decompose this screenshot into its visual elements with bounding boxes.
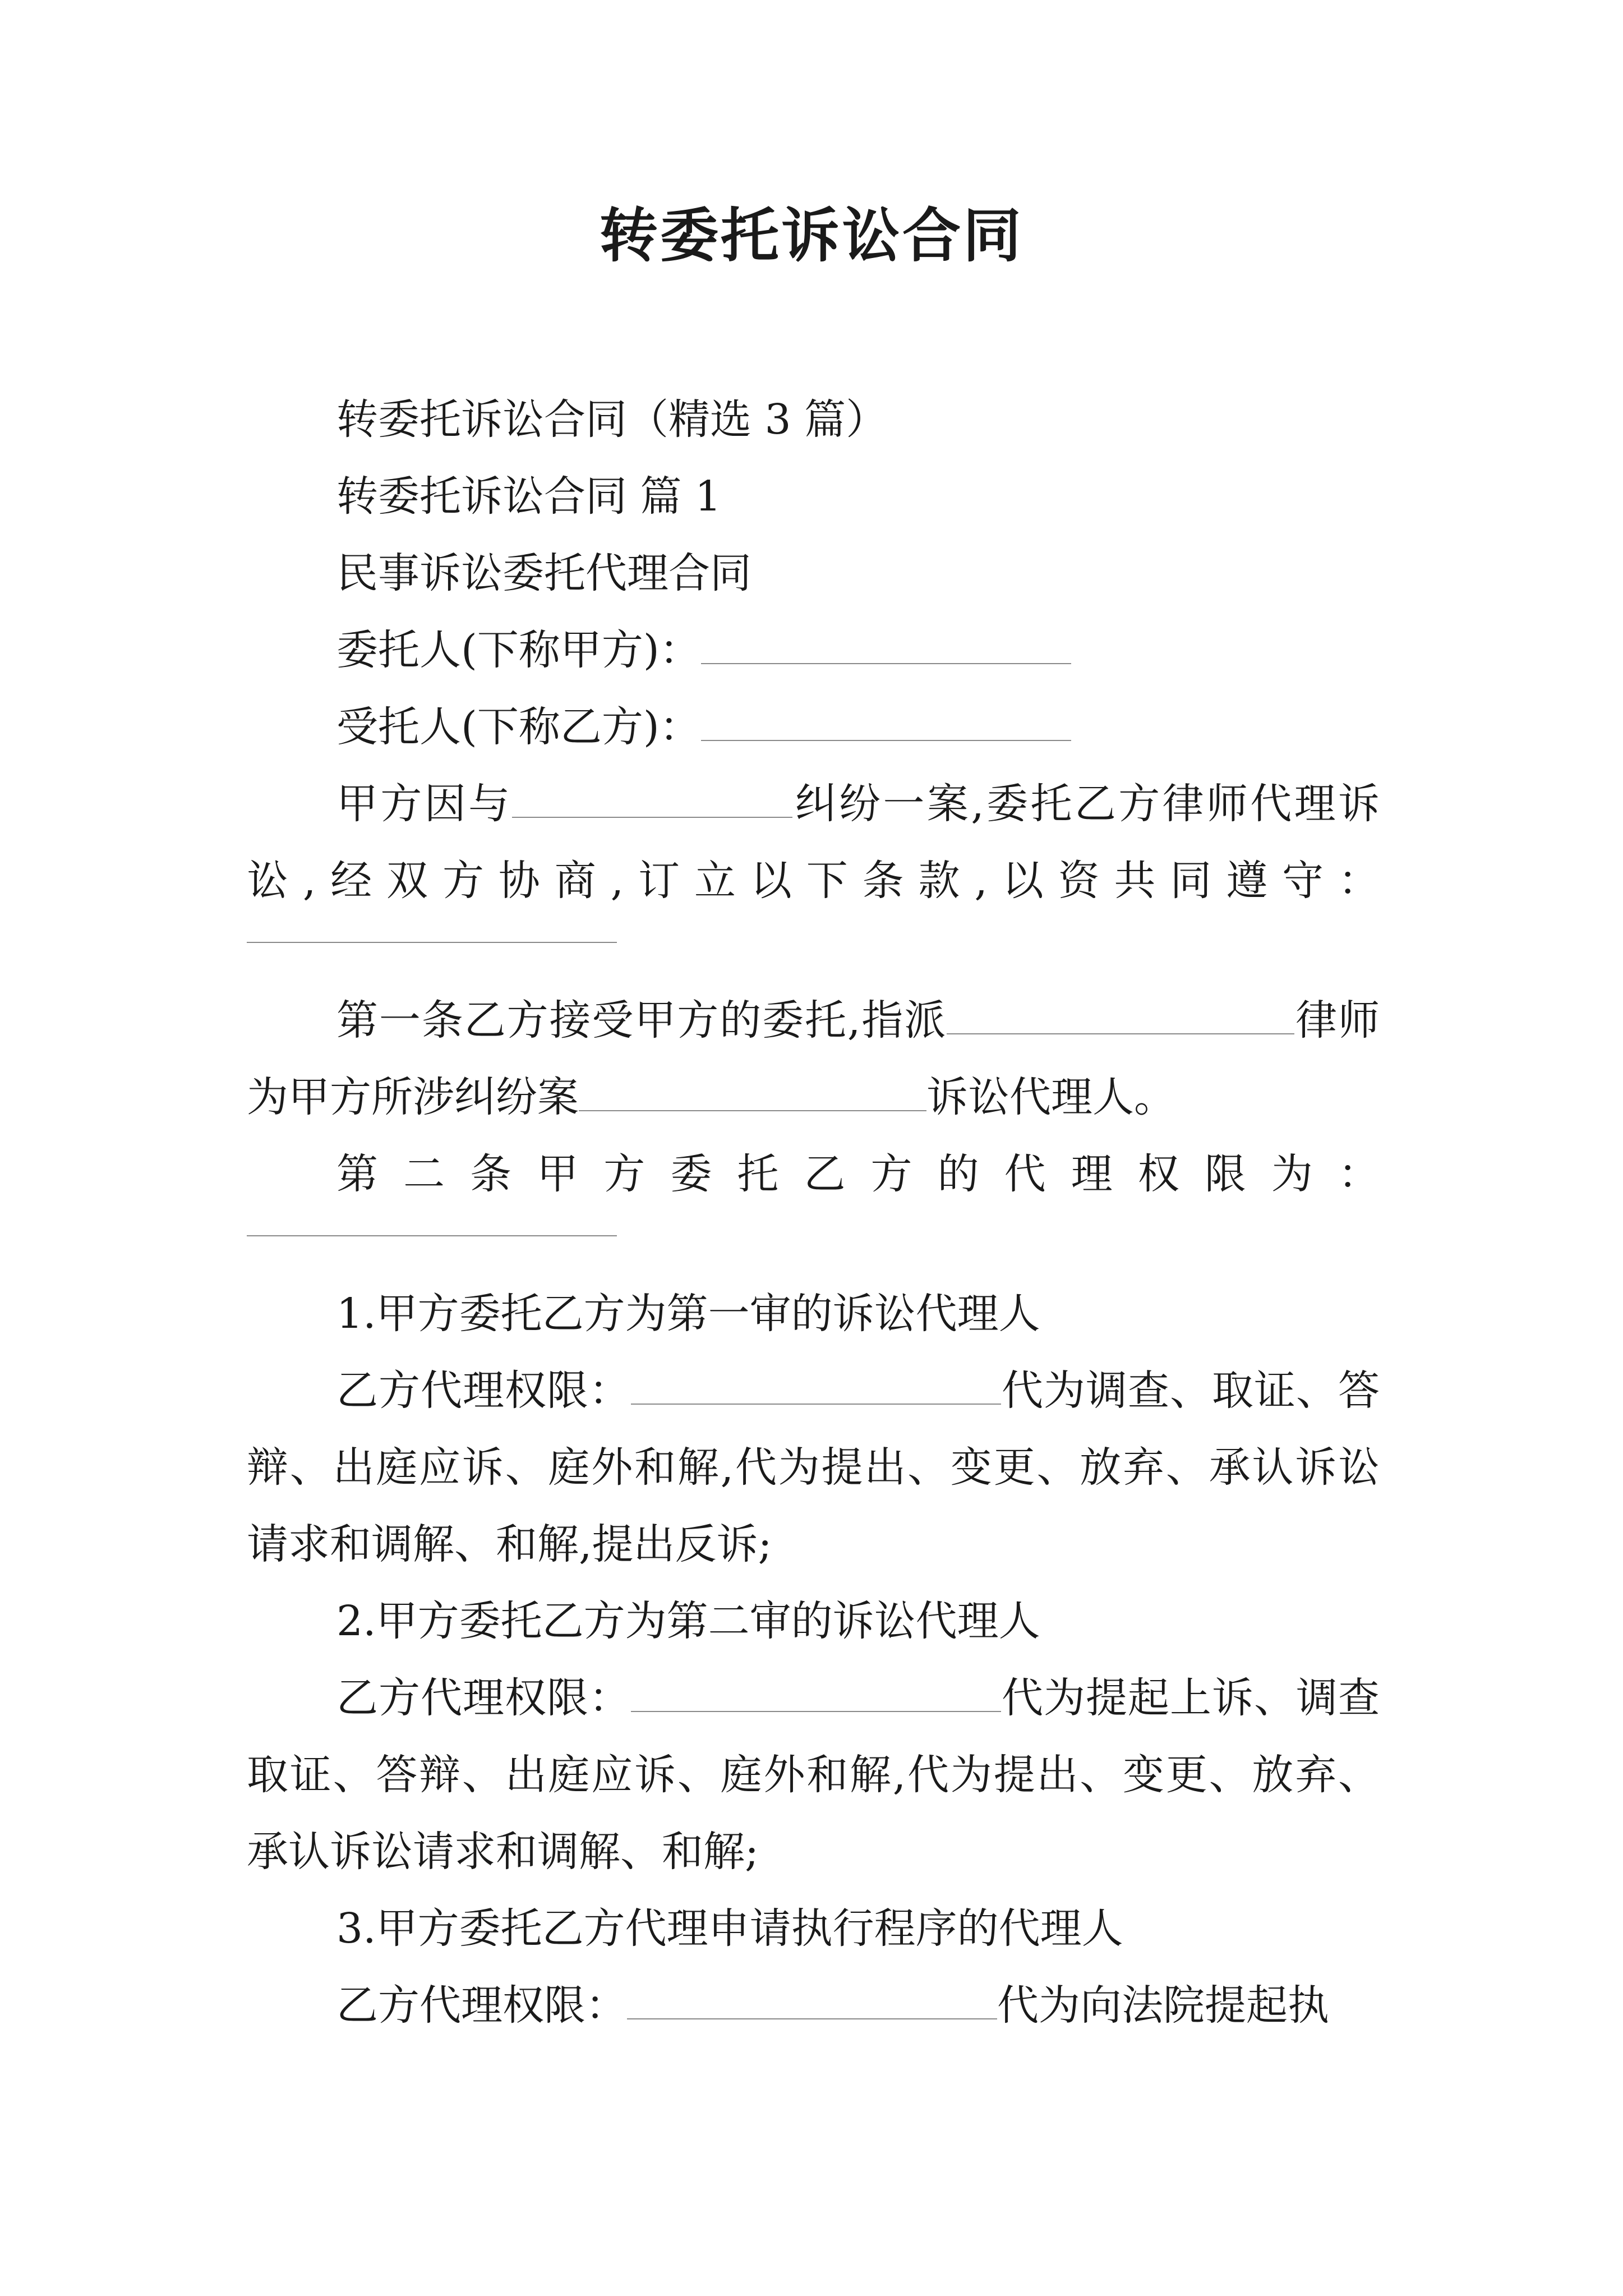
item-1-authority xyxy=(247,1352,1380,1583)
item-1-blank xyxy=(631,1364,1001,1405)
item-2-blank xyxy=(631,1672,1001,1712)
item-2-heading xyxy=(247,1583,1380,1660)
item-1-label: 乙方代理权限： xyxy=(336,1366,631,1415)
party-a-blank xyxy=(701,624,1071,664)
party-b-blank xyxy=(701,701,1071,741)
article-2-trailing-blank xyxy=(247,1235,617,1236)
item-3-heading-text: 3.甲方委托乙方代理申请执行程序的代理人 xyxy=(336,1904,1123,1953)
item-1-text: 代为调查、取证、答辩、出庭应诉、庭外和解,代为提出、变更、放弃、承认诉讼请求和调解、和解,提出反诉; xyxy=(247,1366,1380,1568)
preamble-text-1: 甲方因与 xyxy=(336,780,513,828)
preamble-trailing-blank xyxy=(247,942,617,943)
item-2-text: 代为提起上诉、调查取证、答辩、出庭应诉、庭外和解,代为提出、变更、放弃、承认诉讼请求和调解、和解; xyxy=(247,1674,1380,1876)
item-3-text: 代为向法院提起执 xyxy=(997,1981,1329,2030)
party-b-label: 受托人(下称乙方)： xyxy=(336,703,701,751)
part-heading-text: 转委托诉讼合同 篇 1 xyxy=(336,472,722,521)
article-2-text: 第二条甲方委托乙方的代理权限为： xyxy=(336,1150,1380,1198)
collection-heading-text: 转委托诉讼合同（精选 3 篇） xyxy=(336,395,888,444)
party-b-line xyxy=(247,689,1380,766)
preamble-text-2: 纠纷一案,委托乙方律师代理诉讼,经双方协商,订立以下条款,以资共同遵守： xyxy=(247,780,1380,905)
collection-heading xyxy=(247,381,1380,458)
item-2-label: 乙方代理权限： xyxy=(336,1674,631,1722)
document-body xyxy=(247,381,1380,2044)
article-2-paragraph xyxy=(247,1136,1380,1213)
article-1-paragraph xyxy=(247,982,1380,1136)
party-a-label: 委托人(下称甲方)： xyxy=(336,626,701,674)
item-3-authority xyxy=(247,1967,1380,2044)
item-1-heading xyxy=(247,1276,1380,1352)
article-1-text-3: 诉讼代理人。 xyxy=(926,1073,1175,1121)
lawyer-blank xyxy=(947,994,1294,1034)
preamble-paragraph xyxy=(247,766,1380,919)
item-2-heading-text: 2.甲方委托乙方为第二审的诉讼代理人 xyxy=(336,1597,1040,1645)
item-2-authority xyxy=(247,1660,1380,1890)
contract-name-text: 民事诉讼委托代理合同 xyxy=(336,549,751,597)
item-1-heading-text: 1.甲方委托乙方为第一审的诉讼代理人 xyxy=(336,1290,1040,1338)
item-3-blank xyxy=(627,1979,997,2019)
article-1-text-2: 律师为甲方所涉纠纷案 xyxy=(247,996,1380,1121)
article-1-text-1: 第一条乙方接受甲方的委托,指派 xyxy=(336,996,947,1045)
part-heading xyxy=(247,458,1380,535)
item-3-label: 乙方代理权限： xyxy=(336,1981,627,2030)
item-3-heading xyxy=(247,1890,1380,1967)
party-a-line xyxy=(247,612,1380,689)
case-blank xyxy=(579,1071,926,1111)
contract-name xyxy=(247,535,1380,612)
document-title: 转委托诉讼合同 xyxy=(599,201,1023,270)
dispute-blank xyxy=(512,777,792,818)
